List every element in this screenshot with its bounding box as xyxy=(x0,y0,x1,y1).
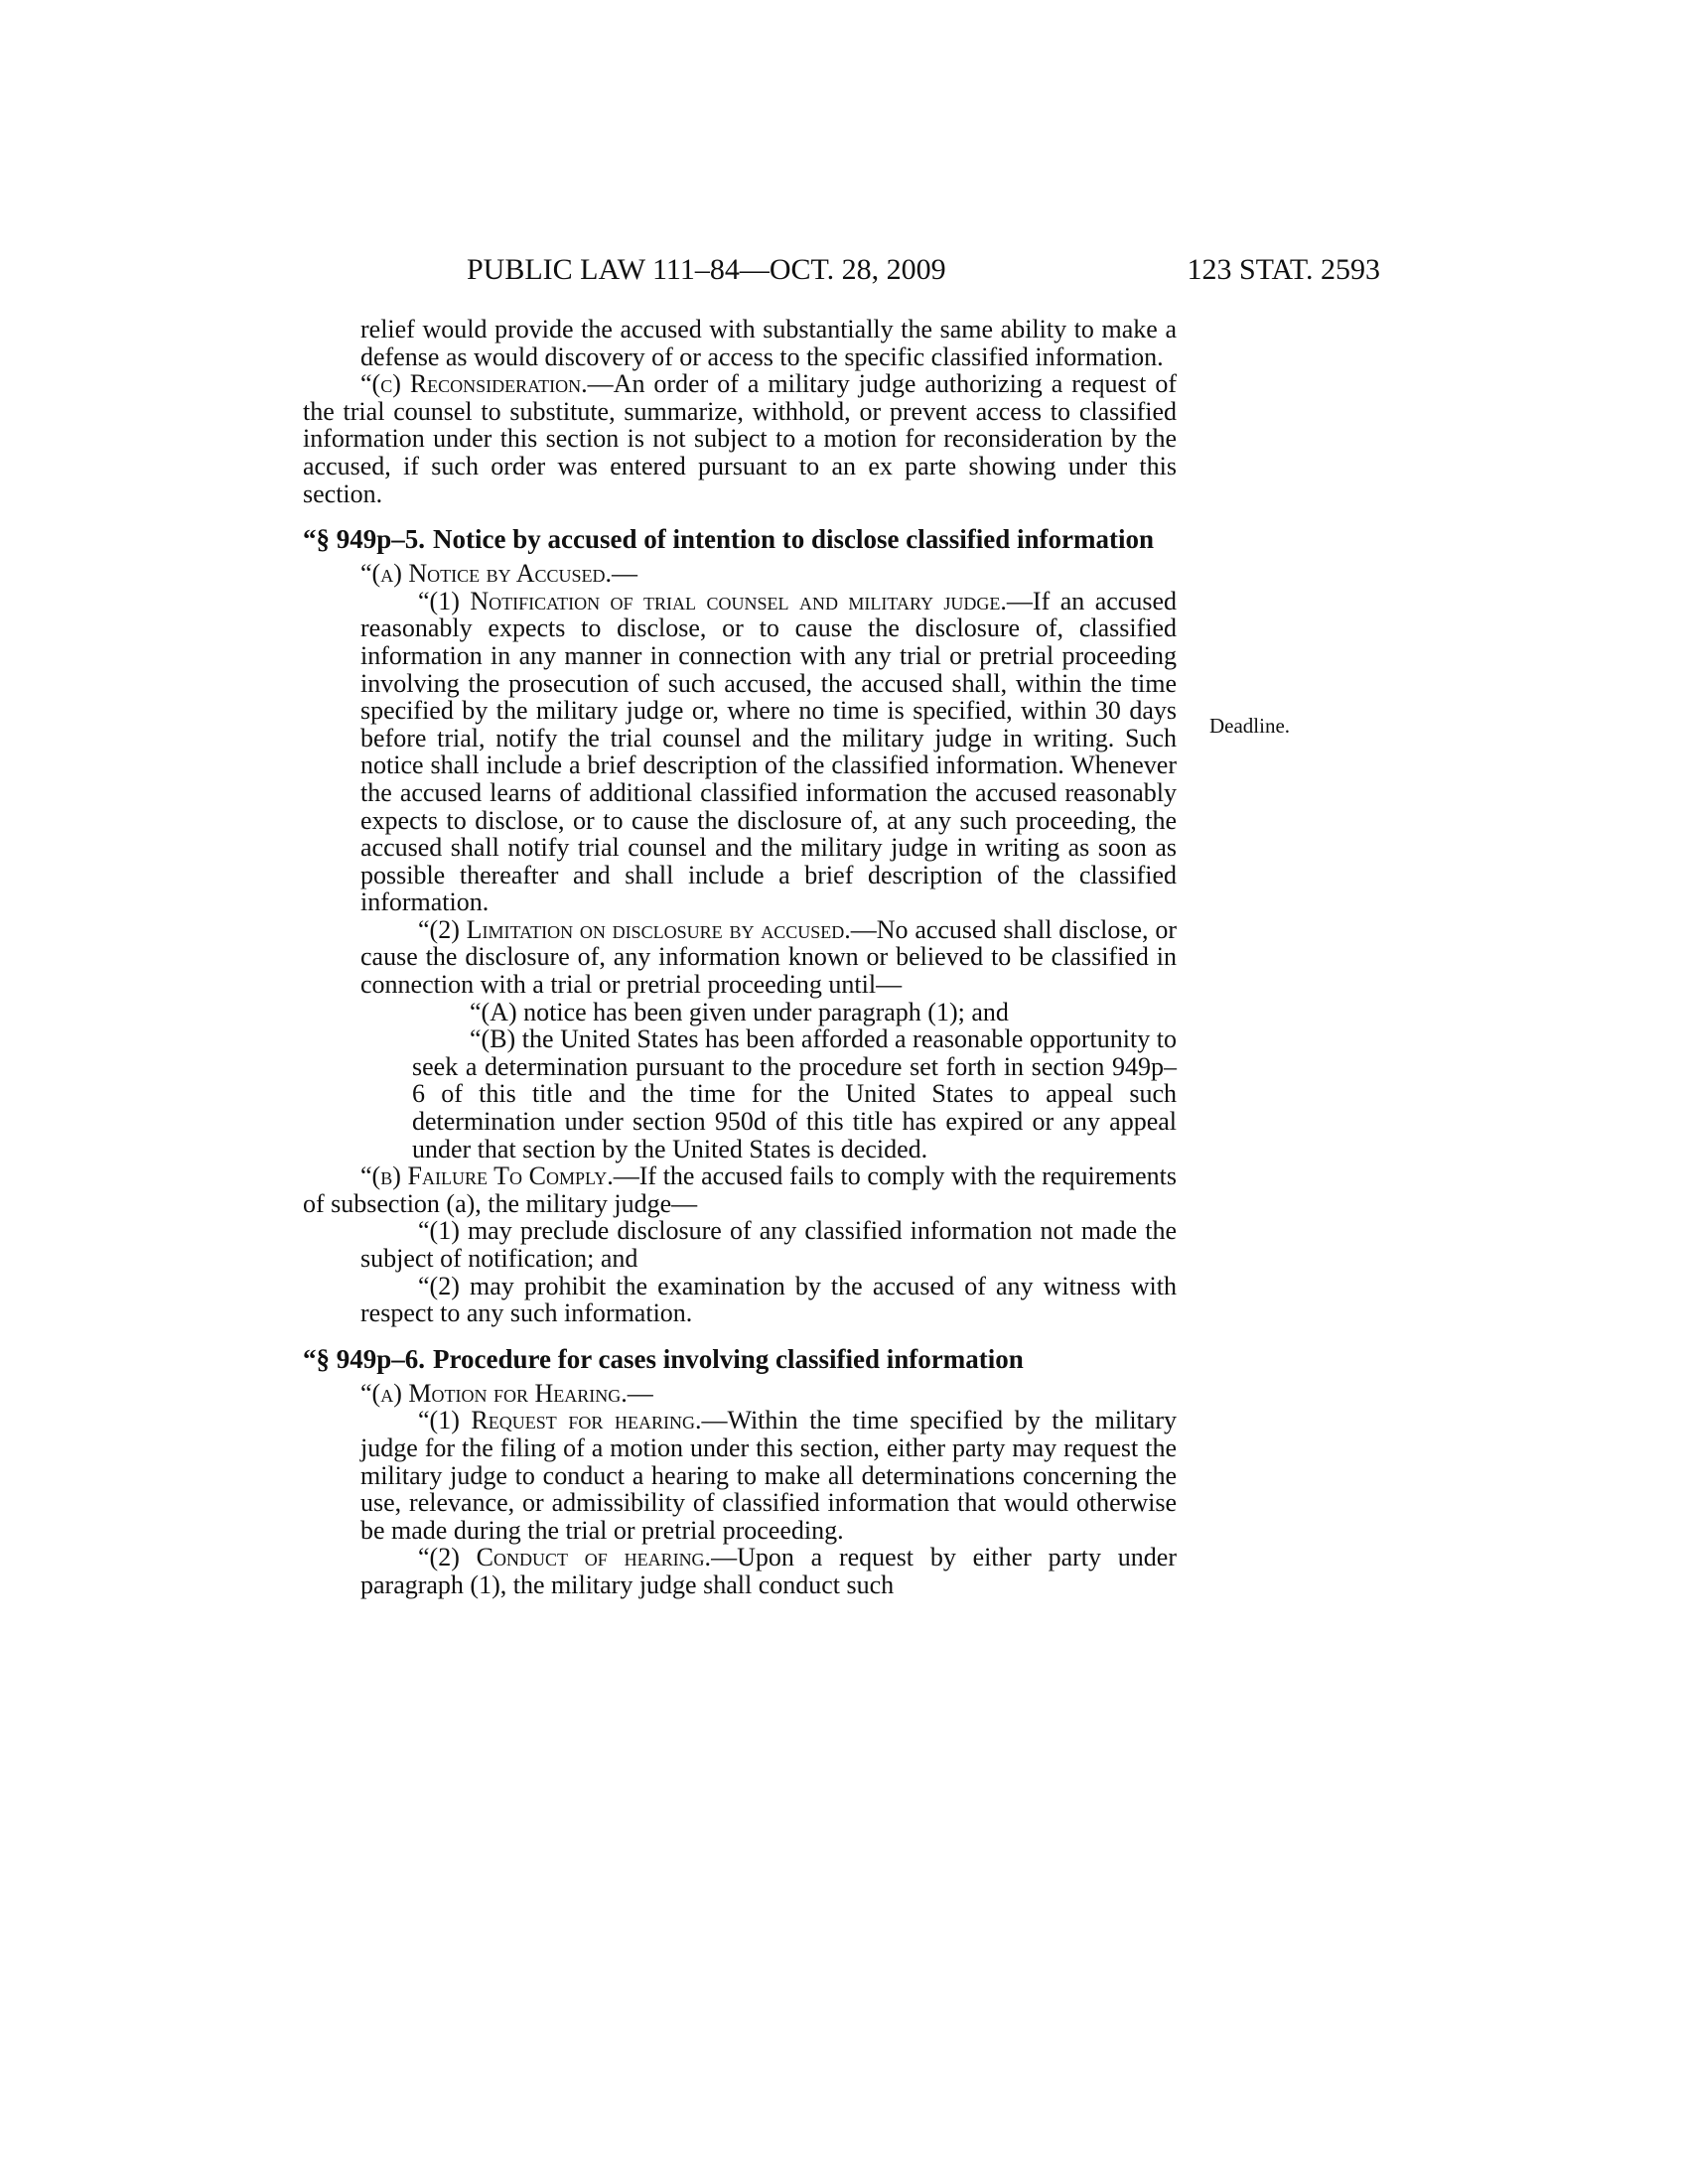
paragraph-text: —No accused shall disclose, or cause the disclosure of, any information known or believed to be classified in connection with a trial or pretrial proceeding until— xyxy=(360,914,1177,1000)
paragraph-conduct-of-hearing xyxy=(303,1544,1177,1598)
section-title: Notice by accused of intention to disclose classified information xyxy=(433,524,1154,555)
subsection-text: —If the accused fails to comply with the requirements of subsection (a), the military judge— xyxy=(303,1161,1177,1218)
subsection-a-label: “(a) Notice by Accused.— xyxy=(360,559,637,589)
paragraph-text: —If an accused reasonably expects to disclose, or to cause the disclosure of, classified information in any manner in connection with any trial or pretrial proceeding involving the prosecution of such accused, the accused shall, within the time specified by the military judge or, where no time is specified, within 30 days before trial, notify the trial counsel and the military judge in writing. Such notice shall include a brief description of the classified information. Whenever the accused learns of additional classified information the accused reasonably expects to disclose, or to cause the disclosure of, at any such proceeding, the accused shall notify trial counsel and the military judge in writing as soon as possible thereafter and shall include a brief description of the classified information. xyxy=(360,586,1177,917)
section-number: “§ 949p–5. xyxy=(303,524,426,555)
paragraph-label: “(1) Request for hearing. xyxy=(418,1406,702,1435)
section-number: “§ 949p–6. xyxy=(303,1343,426,1374)
running-header xyxy=(467,250,1380,290)
header-page-citation: 123 STAT. 2593 xyxy=(1187,253,1380,286)
paragraph-b1: “(1) may preclude disclosure of any classified information not made the subject of notification; and xyxy=(360,1216,1177,1273)
subsection-text: —An order of a military judge authorizing a request of the trial counsel to substitute, summarize, withhold, or prevent access to classified information under this section is not subject to a motion for reconsideration by the accused, if such order was entered pursuant to an ex parte showing under this section. xyxy=(303,369,1177,508)
subsection-c-reconsideration xyxy=(303,370,1177,507)
paragraph-text: —Upon a request by either party under paragraph (1), the military judge shall conduct such xyxy=(360,1543,1177,1599)
paragraph-b2: “(2) may prohibit the examination by the accused of any witness with respect to any such information. xyxy=(360,1271,1177,1328)
subparagraph-B: “(B) the United States has been afforded a reasonable opportunity to seek a determination pursuant to the procedure set forth in section 949p–6 of this title and the time for the United States to appeal such determination under section 950d of this title has expired or any appeal under that section by the United States is decided. xyxy=(412,1024,1177,1163)
subsection-a-motion-label: “(a) Motion for Hearing.— xyxy=(360,1378,653,1408)
subsection-label: “(b) Failure To Comply. xyxy=(360,1161,614,1191)
paragraph-text: —Within the time specified by the military judge for the filing of a motion under this section, either party may request the military judge to conduct a hearing to make all determinations concerning the use, relevance, or admissibility of classified information that would otherwise be made during the trial or pretrial proceeding. xyxy=(360,1406,1178,1545)
paragraph-a1 xyxy=(303,588,1177,916)
subsection-label: “(c) Reconsideration. xyxy=(360,369,588,399)
paragraph-label: “(2) Limitation on disclosure by accused. xyxy=(418,914,851,944)
section-title: Procedure for cases involving classified information xyxy=(433,1343,1024,1374)
paragraph-a2 xyxy=(303,916,1177,999)
paragraph-label: “(2) Conduct of hearing. xyxy=(418,1543,712,1572)
margin-note-deadline: Deadline. xyxy=(1209,714,1291,738)
subsection-b-failure-to-comply xyxy=(303,1162,1177,1217)
paragraph-label: “(1) Notification of trial counsel and military judge. xyxy=(418,586,1007,615)
document-body xyxy=(303,316,1177,1599)
paragraph-continuation: relief would provide the accused with substantially the same ability to make a defense as would discovery of or access to the specific classified information. xyxy=(360,315,1177,371)
section-heading-949p-5 xyxy=(303,525,1177,554)
section-heading-949p-6 xyxy=(303,1345,1177,1374)
paragraph-request-for-hearing xyxy=(303,1407,1177,1544)
header-title: PUBLIC LAW 111–84—OCT. 28, 2009 xyxy=(467,253,946,286)
subparagraph-A: “(A) notice has been given under paragraph (1); and xyxy=(470,997,1009,1026)
